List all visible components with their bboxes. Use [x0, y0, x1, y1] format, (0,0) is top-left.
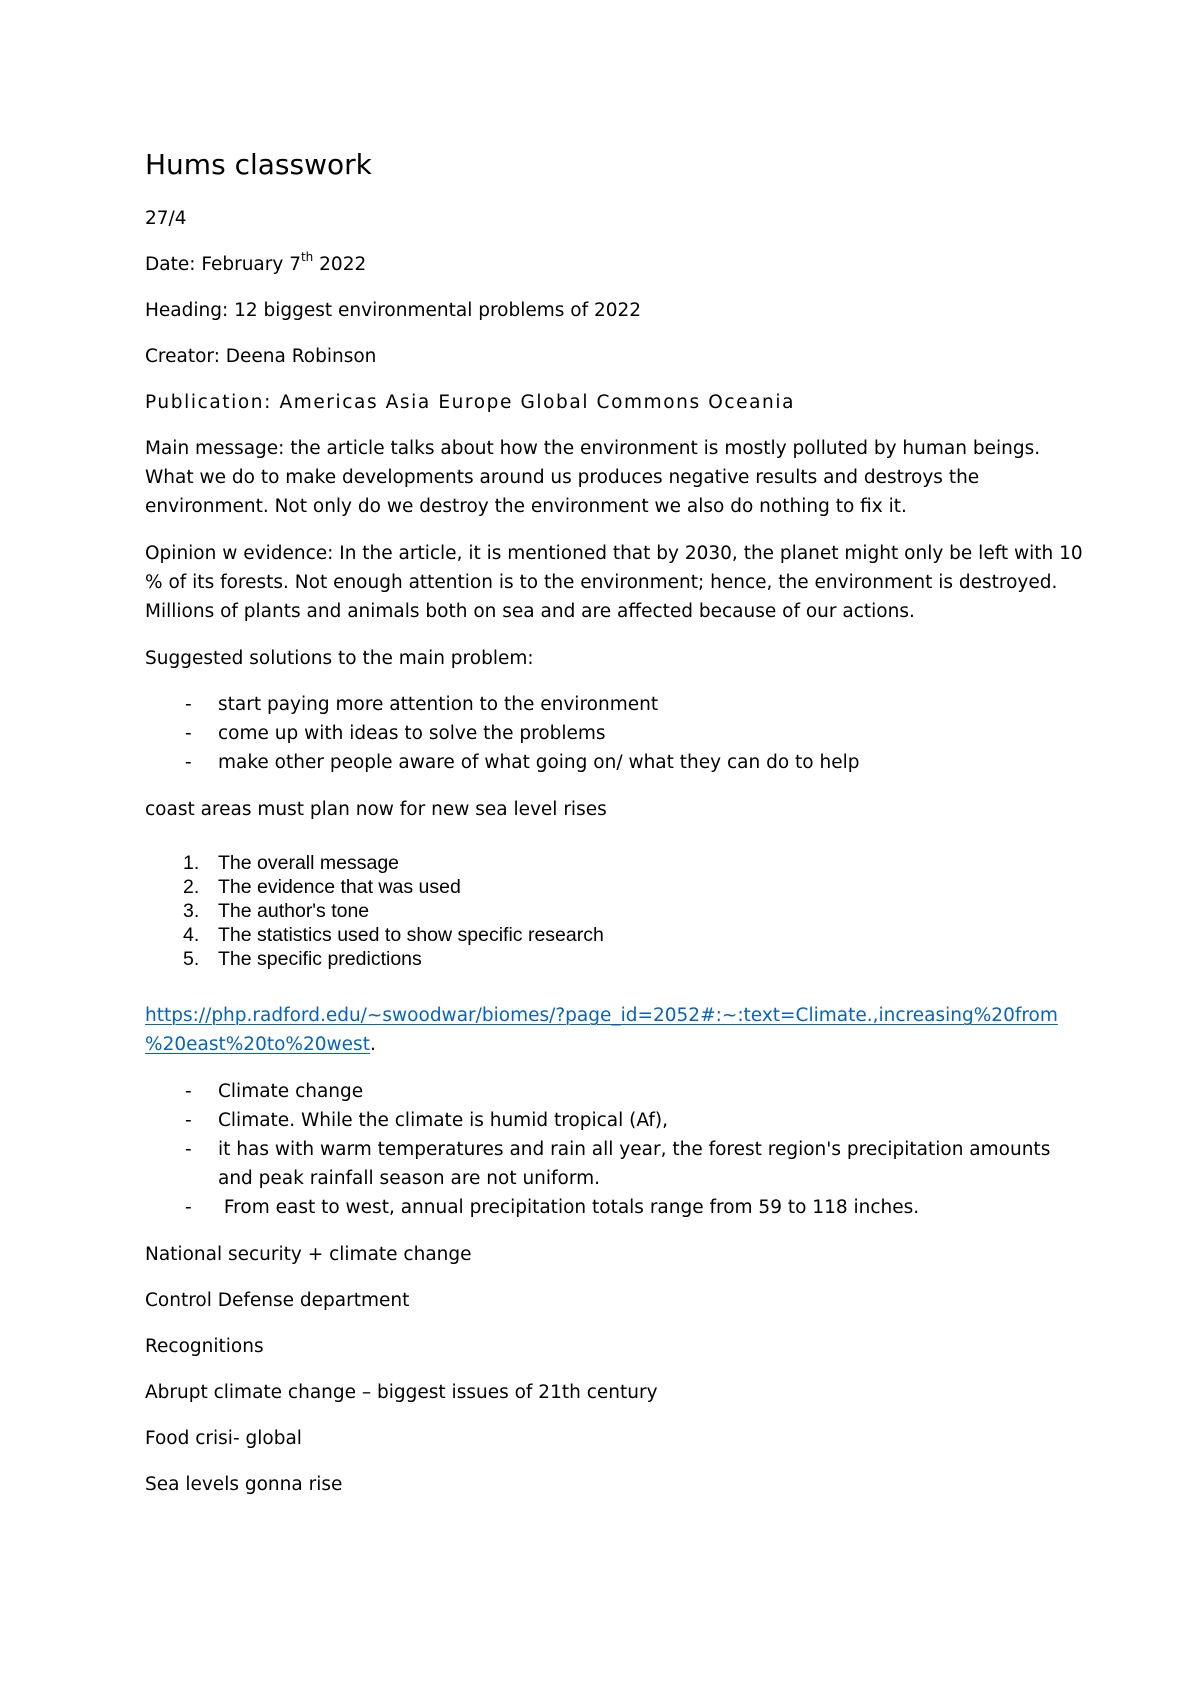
date-short: 27/4	[145, 208, 187, 229]
main-message-line: environment. Not only do we destroy the environment we also do nothing to fix it.	[145, 496, 907, 517]
dash-marker: -	[185, 752, 192, 773]
reference-link[interactable]: %20east%20to%20west	[145, 1034, 370, 1055]
date-suffix: 2022	[313, 254, 367, 275]
main-message-line: What we do to make developments around us produces negative results and destroys the	[145, 467, 980, 488]
link-trailing-period: .	[369, 1034, 376, 1055]
coast-line: coast areas must plan now for new sea level rises	[145, 799, 607, 820]
date-superscript: th	[300, 249, 314, 264]
document-page: Hums classwork 27/4 Date: February 7th 2022 Heading: 12 biggest environmental problems of 2022 Creator: Deena Robinson Publication: Americas Asia Europe Global Commons Oceania Main message: the article talks about how the environment is mostly polluted by human beings. What we do to make developments around us produces negative results and destroys the environment. Not only do we destroy the environment we also do nothing to fix it. Opinion w evidence: In the article, it is mentioned that by 2030, the planet might only be left with 10 % of its forests. Not enough attention is to the environment; hence, the environment is destroyed. Millions of plants and animals both on sea and are affected because of our actions. Suggested solutions to the main problem: - start paying more attention to the environment - come up with ideas to solve the problems - make other people aware of what going on/ what they can do to help coast areas must plan now for new sea level rises 1. The overall message 2. The evidence that was used 3. The author's tone 4. The statistics used to show specific research 5. The specific predictions https://php.radford.edu/~swoodwar/biomes/?page_id=2052#:~:text=Climate.,increasing%20from %20east%20to%20west. - Climate change - Climate. While the climate is humid tropical (Af), - it has with warm temperatures and rain all year, the forest region's precipitation amounts and peak rainfall season are not uniform. - From east to west, annual precipitation totals range from 59 to 118 inches. National security + climate change Control Defense department Recognitions Abrupt climate change – biggest issues of 21th century Food crisi- global Sea levels gonna rise	[0, 0, 1200, 1696]
heading-line: Heading: 12 biggest environmental problems of 2022	[145, 300, 642, 321]
publication-line: Publication: Americas Asia Europe Global Commons Oceania	[145, 392, 796, 413]
solutions-heading: Suggested solutions to the main problem:	[145, 648, 534, 669]
opinion-line: % of its forests. Not enough attention is to the environment; hence, the environment is destroyed.	[145, 572, 1058, 593]
dash-marker: -	[185, 723, 192, 744]
document-title: Hums classwork	[145, 148, 372, 181]
opinion-line: Opinion w evidence: In the article, it is mentioned that by 2030, the planet might only be left with 10	[145, 543, 1083, 564]
dash-marker: -	[185, 1139, 192, 1160]
date-line	[145, 249, 367, 276]
note-line: Sea levels gonna rise	[145, 1474, 343, 1495]
note-line: Recognitions	[145, 1336, 264, 1357]
dash-marker: -	[185, 1197, 192, 1218]
reference-link[interactable]: https://php.radford.edu/~swoodwar/biomes/?page_id=2052#:~:text=Climate.,increasing%20from	[145, 1005, 1058, 1026]
main-message-line: Main message: the article talks about how the environment is mostly polluted by human beings.	[145, 438, 1041, 459]
date-prefix: Date: February 7	[145, 254, 301, 275]
dash-marker: -	[185, 1110, 192, 1131]
note-line: Food crisi- global	[145, 1428, 302, 1449]
note-line: Abrupt climate change – biggest issues of 21th century	[145, 1382, 658, 1403]
note-line: National security + climate change	[145, 1244, 472, 1265]
dash-marker: -	[185, 1081, 192, 1102]
creator-line: Creator: Deena Robinson	[145, 346, 377, 367]
opinion-line: Millions of plants and animals both on sea and are affected because of our actions.	[145, 601, 915, 622]
dash-marker: -	[185, 694, 192, 715]
note-line: Control Defense department	[145, 1290, 410, 1311]
